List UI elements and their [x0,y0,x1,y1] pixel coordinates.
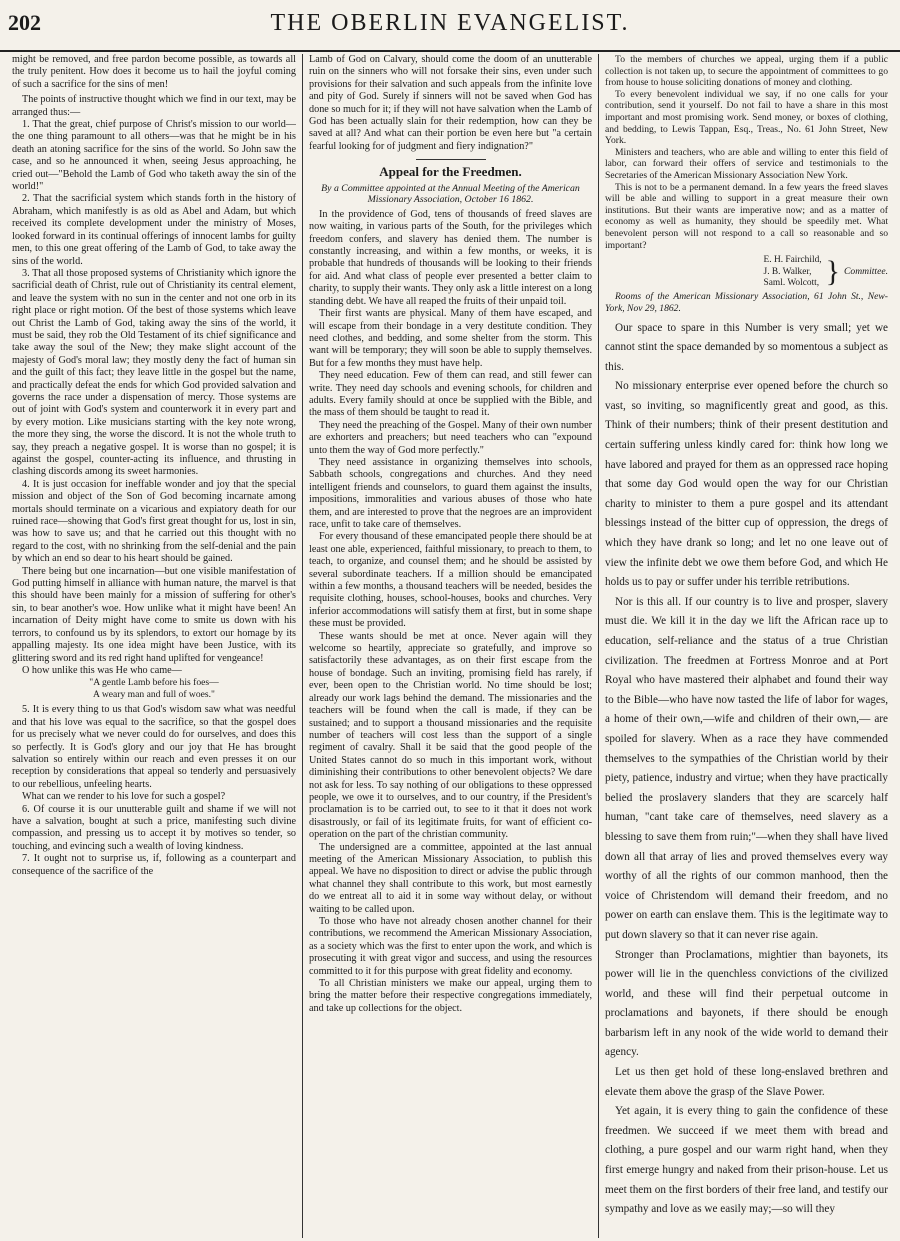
paragraph: Nor is this all. If our country is to live and prosper, slavery must die. We kill it in the day we lift the African race up to education, self-reliance and the status of a true Christian civilization. The freedmen at Fortress Monroe and at Port Royal who have mastered their alphabet and found their way to the Bible—who have now tasted the life of labor for wages, a home of their own,—wife and children of their own,— are spoiled for slavery. When as a race they have commended themselves to the sympathies of the Christian world by their piety, patience, industry and virtue; when they have practically belied the proslavery slanders that they are scarcely half human, "cant take care of themselves, need slavery as a blessing to save them from ruin;"—when they shall have lived down all that array of lies and proved themselves every way worthy of all the rights of our common manhood, then the voice of Christendom will demand their freedom, and no power on earth can enslave them. This is the legitimate way to put down slavery so that it can never rise again. [605,595,888,941]
paragraph: No missionary enterprise ever opened before the church so vast, so inviting, so magnificently great and good, as this. Think of their numbers; think of their present destitution and certain suffering unless kindly cared for: think how long we have labored and prayed for them as an oppressed race hoping that some day God would open the way for our Christian charity to minister to them a pure gospel and its attendant blessings instead of the bitter cup of oppression, the dregs of which they have drank so long; and let no one leave out of view the infinite debt we owe them before God, and which He holds us to pay or suffer under his terrible retributions. [605,380,888,589]
editorial [605,319,888,1220]
brace-glyph: } [825,255,841,289]
paragraph: Yet again, it is every thing to gain the confidence of these freedmen. We succeed if we meet them with bread and clothing, a pure gospel and our warm right hand, when they first emerge hungry and naked from their prison-house. Let us meet them on the first borders of their free land, and testify our sympathy and love as we easily may;—so will they [605,1105,888,1216]
committee-label: Committee. [844,266,888,278]
paragraph: Lamb of God on Calvary, should come the doom of an unutterable ruin on the sinners who will not forsake their sins, even under such provisions for their salvation and such appeals from the infinite love and pity of God. Surely if sinners will not be saved when God has done so much for it; if they will not have salvation when the Lamb of God has been actually slain for their redemption, how can they be saved at all? And what can their portion be even here but "a certain fearful looking for of judgment and fiery indignation?" [309,54,592,152]
dateline: Rooms of the American Missionary Association, 61 John St., New-York, Nov 29, 1862. [605,291,888,314]
signatory: J. B. Walker, [763,266,812,277]
divider [416,159,486,160]
paragraph: Our space to spare in this Number is very small; yet we cannot stint the space demanded by so momentous a subject as this. [605,321,888,373]
paragraph: Ministers and teachers, who are able and willing to enter this field of labor, can forward their offers of service and testimonials to the Secretaries of the American Missionary Association New York. [605,146,888,181]
paragraph: To every benevolent individual we say, if no one calls for your contribution, send it yourself. Do not fail to have a share in this most important and most promising work. Send money, or boxes of clothing, and bedding, to Lewis Tappan, Esq., Treas., No. 61 John Street, New York. [605,88,888,147]
paragraph: The undersigned are a committee, appointed at the last annual meeting of the American Missionary Association, to publish this appeal. We have no disposition to direct or advise the public through what channel they shall contribute to this work, but most earnestly do we entreat all to aid it in some way without delay, or without waiting to be called upon. [309,841,592,915]
paragraph: This is not to be a permanent demand. In a few years the freed slaves will be able and willing to support in a great measure their own institutions. But their wants are imperative now; and as a matter of economy as well as humanity, they should be speedily met. What benevolent person will not respond to a call so reasonable and so important? [605,181,888,251]
newspaper-title: THE OBERLIN EVANGELIST. [270,10,630,36]
poem-line: A weary man and full of woes." [93,689,215,701]
paragraph: In the providence of God, tens of thousands of freed slaves are now waiting, in various parts of the South, for the privileges which freedom confers, and slavery has denied them. The number is constantly increasing, and within a few months, or weeks, it is probable that hundreds of thousands will be looking to their friends for aid. And what class of people ever presented a better claim to charity, to supply their wants. They only ask a little interest on a long standing debt. We have all reaped the fruits of their unpaid toil. [309,208,592,307]
signature-block [605,255,888,289]
paragraph: Their first wants are physical. Many of them have escaped, and will escape from their bondage in a very destitute condition. They need clothes, and bedding, and some shelter from the storm. This want will be temporary; they will soon be able to supply themselves. But for a few months they must have help. [309,308,592,369]
paragraph: 5. It is every thing to us that God's wisdom saw what was needful and that his love was equal to the sacrifice, so that the gospel does for us precisely what we never could do for ourselves, and does this so perfectly. It is God's glory and our joy that He has brought salvation so entirely within our reach and even presses it on our reception by considerations that appeal so tenderly and persuasively to our rebellious, unfeeling hearts. [12,704,296,790]
column-2 [302,54,598,1238]
paragraph: They need assistance in organizing themselves into schools, Sabbath schools, congregations and churches. And they need intelligent friends and counselors, to guard them against the insults, impositions, immoralities and various abuses of those who hate them, and are interested to prove that the negroes are an improvident race, unfit to take care of themselves. [309,456,592,530]
poem-line: "A gentle Lamb before his foes— [89,677,219,689]
paragraph: 1. That the great, chief purpose of Christ's mission to our world—the one thing paramount to all others—was that he might be in his death an atoning sacrifice for the sins of the world. So John saw the case, and so he announced it when, seeing Jesus approaching, he cried out—"Behold the Lamb of God who taketh away the sin of the world!" [12,119,296,193]
paragraph: For every thousand of these emancipated people there should be at least one able, experienced, faithful missionary, to preach to them, to teach, to organize, and counsel them; and he should be assisted by several subordinate teachers. If a million should be emancipated within a few months, a thousand teachers will be needed, besides the requisite clothing, houses, school-houses, books and churches. Very inferior accommodations will satisfy them at first, but in some shape these must be provided. [309,531,592,630]
signatory: E. H. Fairchild, [763,255,822,266]
paragraph: 6. Of course it is our unutterable guilt and shame if we will not have a salvation, bought at such a price, manifesting such divine compassion, and pressing us to accept it by motives so tender, so touching, and evincing such a wealth of loving kindness. [12,803,296,852]
masthead [0,0,900,52]
article-title: Appeal for the Freedmen. [379,164,522,180]
paragraph: 7. It ought not to surprise us, if, following as a counterpart and consequence of the sacrifice of the [12,853,296,877]
signatory: Saml. Wolcott, [763,277,820,288]
paragraph: might be removed, and free pardon become possible, as towards all the truly penitent. How does it become us to hail the joyful coming of such a sacrifice for the sins of men! [12,54,296,90]
paragraph: 2. That the sacrificial system which stands forth in the history of Abraham, which manifestly is as old as Abel and Adam, but which received its complete development under the ministry of Moses, looked forward in its continual offerings of innocent lambs for guilty men, to this one great offering of the Lamb of God, to take away the sins of the world. [12,193,296,267]
paragraph: 3. That all those proposed systems of Christianity which ignore the sacrificial death of Christ, rule out of Christianity its central element, and leave the system with no sun in the center and not one orb in its right place or right motion. Of the best of those systems which leave out Christ the Lamb of God, taking away the sins of the world, it must be said, they rob the Old Testament of its chief significance and take away the soul of the New; they make slight account of the majesty of God's moral law; they mostly deny the fact of human sin and the guilt of this fact; they leave little in the gospel but the name, and practically defeat the ends for which God provided salvation and governs the race under a dispensation of mercy. Those systems are out of joint with God's system and counterwork it in every part and by every motion. Like musicians starting with the key note wrong, the more they sing, the worse the discord. It is not the whole truth to say, they preach a negative gospel. It is worse than no gospel; it is against the gospel, counter-acting its influence, and thrusting in clashing discords among its sweet harmonies. [12,267,296,478]
column-3 [598,54,894,1238]
paragraph: They need education. Few of them can read, and still fewer can write. They need day schools and evening schools, for children and adults. Every family should at once be supplied with the Bible, and the mass of them should be taught to read it. [309,370,592,419]
page-number: 202 [8,10,41,35]
paragraph: These wants should be met at once. Never again will they welcome so heartily, appreciate so gratefully, and improve so satisfactorily these advantages, as on their first escape from the house of bondage. Such an inviting, promising field has rarely, if ever, been open to the Christian world. No time should be lost; already our work lags behind the demand. The missionaries and the teachers will be found when the call is made, if they can be sustained; and to support a thousand missionaries and the requisite number of teachers will cost less than the support of a single regiment of cavalry. Shall it be said that the good people of the United States cannot do so much in this important work, without diminishing their contributions to other benevolent objects? We dare not ask for less. To say nothing of our obligations to these oppressed people, we owe it to ourselves, and to our country, if the President's proclamation is to be carried out, to see to it that it does not work disastrously, or fail of its legitimate fruits, for want of efficient co-operation on the part of the christian community. [309,630,592,841]
paragraph: They need the preaching of the Gospel. Many of their own number are exhorters and preachers; but need teachers who can "expound unto them the way of God more perfectly." [309,419,592,456]
paragraph: What can we render to his love for such a gospel? [22,791,226,803]
paragraph: 4. It is just occasion for ineffable wonder and joy that the special mission and object of the Son of God becoming incarnate among mortals should terminate on a vicarious and expiatory death for our ruined race—showing that God's first great thought for us, lost in sin, was how to save us; and that he carried out this thought with no regard to the cost, with no shrinking from the self-denial and the pain by which an end so dear to his heart should be gained. [12,478,296,565]
signatory-list [764,255,822,289]
paragraph: Let us then get hold of these long-enslaved brethren and elevate them above the grasp of the Slave Power. [605,1066,888,1098]
paragraph: To the members of churches we appeal, urging them if a public collection is not taken up, to secure the appointment of committees to go from house to house soliciting donations of money and clothing. [605,54,888,89]
paragraph: There being but one incarnation—but one visible manifestation of God putting himself in alliance with human nature, the marvel is that this should have been mainly for a mission of suffering for other's sin, to bear another's woe. How unlike what it might have been! An incarnation of Deity might have come to smite us down with his terrors, to confound us by its splendors, to extort our homage by its appalling majesty. Its one idea might have been Justice, with its glittering sword and its red right hand uplifted for vengeance! [12,565,296,664]
page-columns [6,54,896,1238]
paragraph: To all Christian ministers we make our appeal, urging them to bring the matter before their respective congregations immediately, and take up collections for the object. [309,978,592,1014]
paragraph: To those who have not already chosen another channel for their contributions, we recommend the American Missionary Association, as a society which was the first to enter upon the work, and which is prosecuting it with great vigor and success, and using the resources committed to it for this purpose with great fidelity and economy. [309,916,592,977]
paragraph: Stronger than Proclamations, mightier than bayonets, its power will lie in the quenchless convictions of the civilized world, and these will find their perpetual outcome in proclamations and bayonets, if there should be enough barbarism left in any nook of the wide world to demand their agency. [605,948,888,1059]
column-1 [6,54,302,1238]
article-byline: By a Committee appointed at the Annual Meeting of the American Missionary Association, October 16 1862. [321,182,580,206]
paragraph: The points of instructive thought which we find in our text, may be arranged thus:— [12,94,296,118]
paragraph: O how unlike this was He who came— [22,664,182,676]
